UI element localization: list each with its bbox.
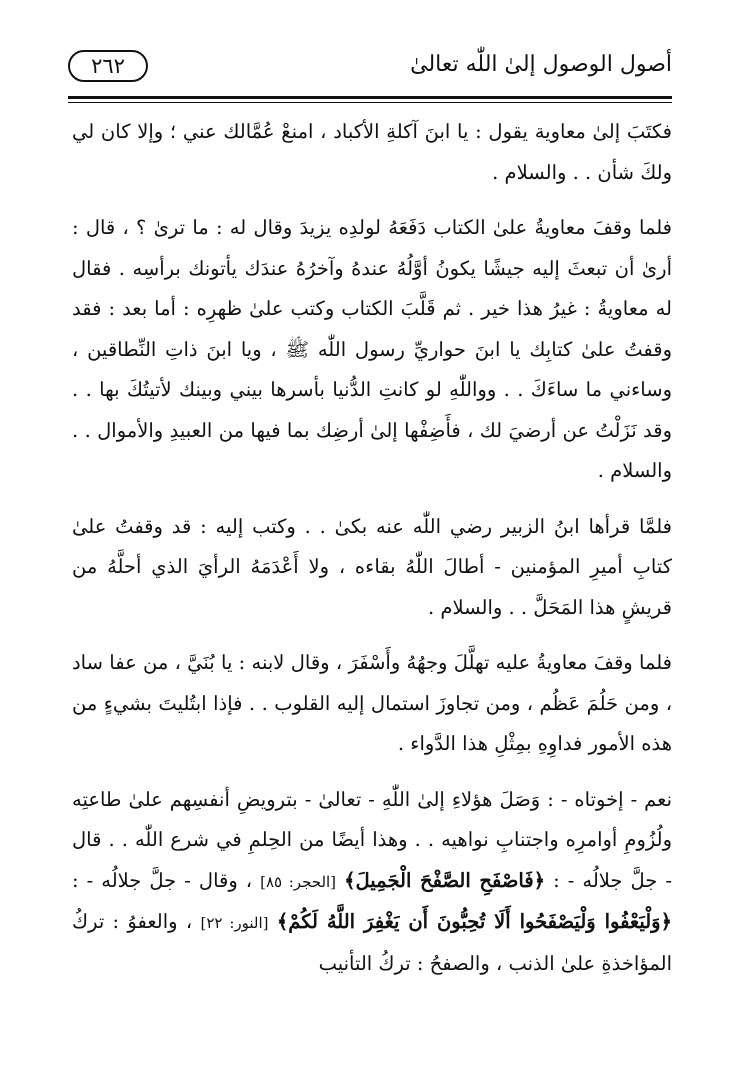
page-number: ٢٦٢ <box>68 50 148 82</box>
paragraph-1: فكتَبَ إلىٰ معاوية يقول : يا ابنَ آكلةِ الأكباد ، امنعْ عُمَّالك عني ؛ وإلا كان لي ولكَ شأن . . والسلام . <box>72 120 672 184</box>
paragraph-5-between: ، وقال - جلَّ جلالُه - : <box>72 868 261 892</box>
page-header <box>68 50 672 94</box>
paragraph-5-end: ، والعفوُ : تركُ المؤاخذةِ علىٰ الذنب ، والصفحُ : تركُ التأنيب <box>72 910 672 975</box>
header-rule-thin <box>68 102 672 103</box>
running-title: أصول الوصول إلىٰ اللّٰه تعالىٰ <box>410 52 672 77</box>
paragraph-5 <box>72 780 672 985</box>
paragraph-4: فلما وقفَ معاويةُ عليه تهلَّلَ وجهُهُ وأَسْفَرَ ، وقال لابنه : يا بُنَيَّ ، من عفا ساد ، ومن حَلُمَ عَظُم ، ومن تجاوزَ استمال إليه القلوب . . فإذا ابتُليتَ بشيءٍ من هذه الأمور فداوِهِ بمِثْلِ هذا الدَّواء . <box>72 651 672 755</box>
verse-reference-2: [النور: ٢٢] <box>200 914 269 932</box>
quran-verse-1: ﴿فَاصْفَحِ الصَّفْحَ الْجَمِيلَ﴾ <box>344 868 546 892</box>
header-rule-thick <box>68 96 672 99</box>
paragraph-3: فلمَّا قرأها ابنُ الزبير رضي اللّٰه عنه بكىٰ . . وكتب إليه : قد وقفتُ علىٰ كتابِ أميرِ المؤمنين - أطالَ اللّٰهُ بقاءه ، ولا أَعْدَمَهُ الرأيَ الذي أحلَّهُ من قريشٍ هذا المَحَلَّ . . والسلام . <box>72 514 672 619</box>
quran-verse-2: ﴿وَلْيَعْفُوا وَلْيَصْفَحُوا أَلَا تُحِبُّونَ أَن يَغْفِرَ اللَّهُ لَكُمْ﴾ <box>276 910 673 933</box>
paragraph-2: فلما وقفَ معاويةُ علىٰ الكتاب دَفَعَهُ لولدِه يزيدَ وقال له : ما ترىٰ ؟ ، قال : أرىٰ أن تبعثَ إليه جيشًا يكونُ أوَّلُهُ عندهُ وآخرُهُ عندَك يأتونك برأسِه . فقال له معاويةُ : غيرُ هذا خير . ثم قَلَّبَ الكتاب وكتب علىٰ ظهرِه : أما بعد : فقد وقفتُ علىٰ كتابِك يا ابنَ حواريِّ رسول اللّٰه ﷺ ، ويا ابنَ ذاتِ النِّطاقين ، وساءني ما ساءَكَ . . وواللّٰهِ لو كانتِ الدُّنيا بأسرها بيني وبينك لأتيتُكَ بها . . وقد نَزَلْتُ عن أرضيَ لك ، فأَضِفْها إلىٰ أرضِك بما فيها من العبيدِ والأموال . . والسلام . <box>72 216 672 482</box>
body-text <box>72 112 672 984</box>
verse-reference-1: [الحجر: ٨٥] <box>260 872 337 891</box>
paragraph-5-intro: نعم - إخوتاه - : وَصَلَ هؤلاءِ إلىٰ اللّٰهِ - تعالىٰ - بترويضِ أنفسِهم علىٰ طاعتِه ولُزُومِ أوامرِه واجتنابِ نواهيه . . وهذا أيضًا من الحِلمِ في شرع اللّٰه . . قال - جلَّ جلالُه - : <box>72 787 672 892</box>
